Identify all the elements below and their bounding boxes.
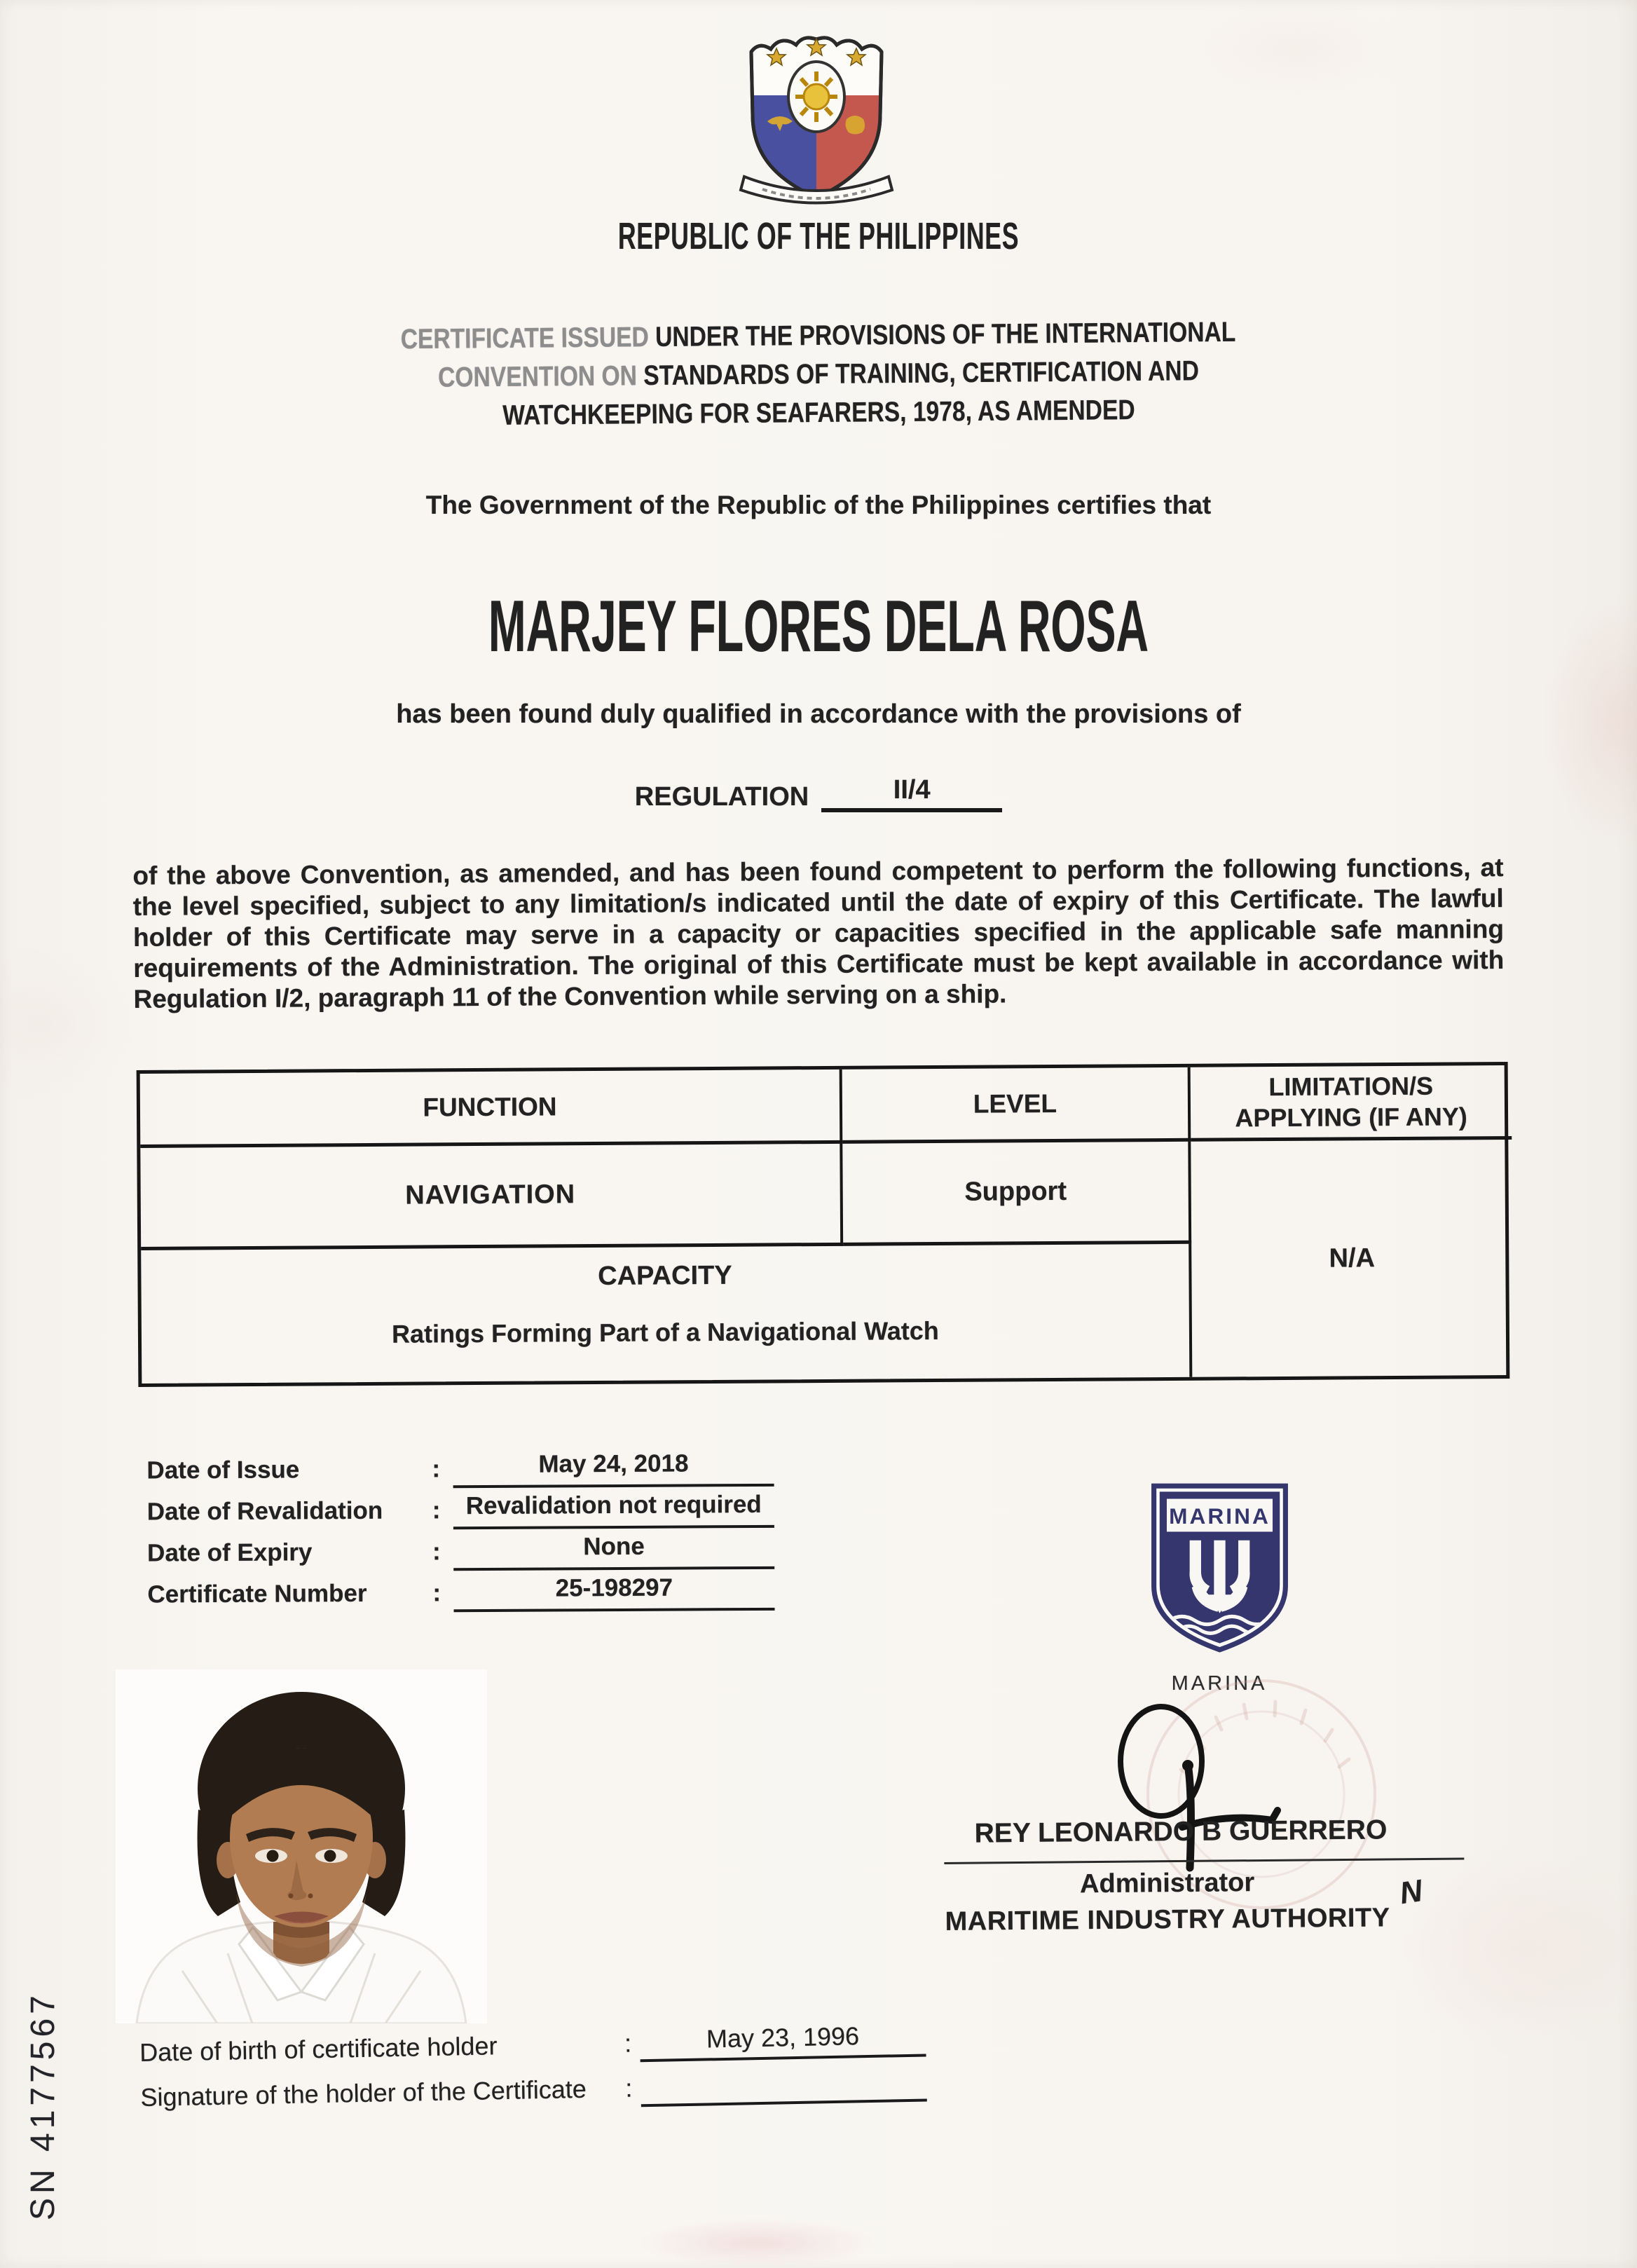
dob-value: May 23, 1996 (640, 2020, 926, 2062)
issued-line-2: CONVENTION ON STANDARDS OF TRAINING, CERTIFICATION AND (437, 355, 1200, 393)
serial-number: SN 4177567 (25, 1991, 62, 2220)
table-cell-limitations-value: N/A (1329, 1243, 1376, 1273)
colon-separator: : (432, 1496, 441, 1524)
issued-under-heading (130, 310, 1507, 438)
holder-name: MARJEY FLORES DELA ROSA (488, 586, 1149, 667)
table-header-level: LEVEL (842, 1067, 1191, 1144)
signatory-block (900, 1815, 1461, 1936)
table-cell-level-value: Support (842, 1142, 1191, 1246)
table-header-function: FUNCTION (140, 1070, 843, 1148)
detail-value: 25-198297 (453, 1573, 774, 1612)
detail-row-date-of-expiry: Date of Expiry : None (147, 1536, 820, 1580)
table-header-limitations: LIMITATION/S APPLYING (IF ANY) (1191, 1065, 1512, 1142)
qualified-line: has been found duly qualified in accordance with the provisions of (396, 699, 1241, 729)
colon-separator: : (432, 1579, 441, 1607)
holder-signature-value (641, 2065, 927, 2107)
detail-value: Revalidation not required (453, 1491, 774, 1529)
signatory-title: Administrator (1079, 1868, 1255, 1899)
certifies-line: The Government of the Republic of the Philippines certifies that (425, 491, 1212, 519)
signatory-name: REY LEONARDO B GUERRERO (974, 1815, 1388, 1849)
detail-row-certificate-number: Certificate Number : 25-198297 (147, 1577, 820, 1622)
signatory-organization: MARITIME INDUSTRY AUTHORITY (945, 1903, 1390, 1936)
marina-caption: MARINA (1171, 1672, 1268, 1695)
marina-logo-text: MARINA (1169, 1503, 1270, 1529)
table-cell-function-value: NAVIGATION (140, 1144, 843, 1250)
certificate-details (146, 1449, 820, 1622)
detail-value: None (453, 1532, 774, 1571)
detail-row-date-of-issue: Date of Issue : May 24, 2018 (146, 1453, 819, 1498)
issued-line-1: CERTIFICATE ISSUED UNDER THE PROVISIONS OF THE INTERNATIONAL (400, 316, 1236, 355)
regulation-value: II/4 (821, 775, 1002, 812)
colon-separator: : (624, 2028, 632, 2058)
regulation-label: REGULATION (634, 782, 809, 812)
functions-table (137, 1062, 1510, 1387)
capacity-label: CAPACITY (598, 1260, 732, 1291)
colon-separator: : (432, 1455, 441, 1483)
holder-signature-label: Signature of the holder of the Certificate (140, 2074, 587, 2112)
dob-label: Date of birth of certificate holder (139, 2031, 498, 2068)
body-paragraph: of the above Convention, as amended, and has been found competent to perform the following functions, at the level specified, subject to any limitation/s indicated until the date of expiry of this Certificate. The lawful holder of this Certificate may serve in a capacity or capacities specified in the applicable safe manning requirements of the Administration. The original of this Certificate must be kept available in accordance with Regulation I/2, paragraph 11 of the Convention while serving on a ship. (132, 853, 1505, 1013)
table-cell-capacity (141, 1244, 1192, 1384)
capacity-value: Ratings Forming Part of a Navigational Watch (391, 1316, 939, 1348)
footer-block (139, 2021, 1017, 2128)
marina-shield-logo-icon (1148, 1480, 1292, 1659)
detail-row-date-of-revalidation: Date of Revalidation : Revalidation not required (147, 1494, 820, 1539)
country-title: REPUBLIC OF THE PHILIPPINES (617, 215, 1020, 257)
philippine-coat-of-arms-icon (729, 27, 904, 214)
regulation-line (0, 775, 1637, 812)
colon-separator: : (432, 1538, 441, 1566)
detail-value: May 24, 2018 (453, 1449, 774, 1488)
holder-photo (116, 1669, 487, 2027)
issued-line-3: WATCHKEEPING FOR SEAFARERS, 1978, AS AMENDED (502, 395, 1135, 431)
colon-separator: : (624, 2073, 633, 2103)
pen-initial-mark: N (1397, 1873, 1425, 1911)
